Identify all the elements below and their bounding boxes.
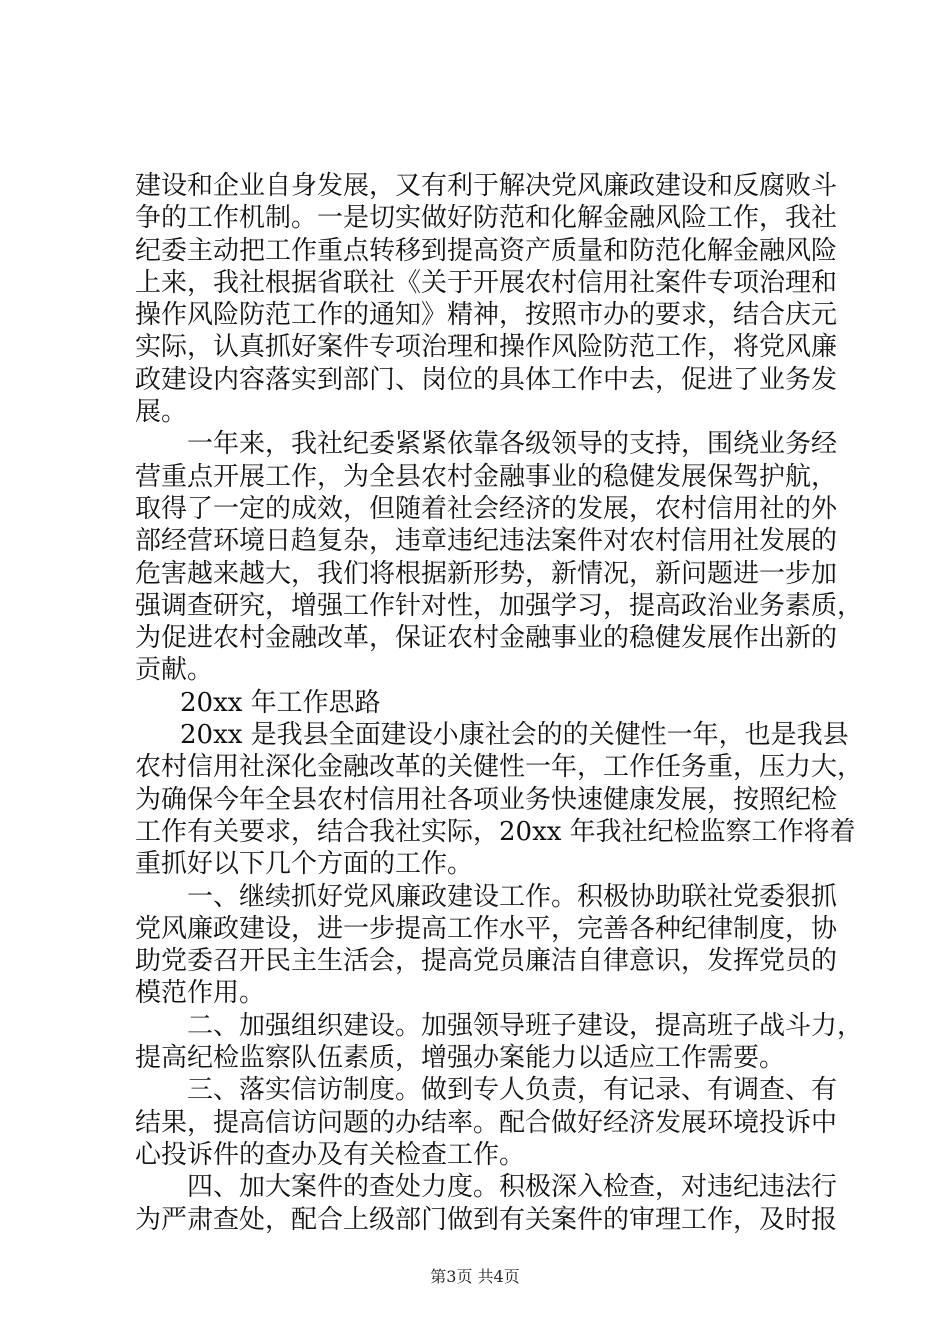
text-line: 20xx 是我县全面建设小康社会的的关健性一年，也是我县 [180, 720, 849, 751]
text-line: 二、加强组织建设。加强领导班子建设，提高班子战斗力， [187, 1010, 864, 1041]
text-line: 营重点开展工作，为全县农村金融事业的稳健发展保驾护航， [135, 461, 838, 492]
text-line: 党风廉政建设，进一步提高工作水平，完善各种纪律制度，协 [135, 913, 838, 944]
text-line: 结果，提高信访问题的办结率。配合做好经济发展环境投诉中 [135, 1107, 838, 1138]
text-line: 为严肃查处，配合上级部门做到有关案件的审理工作，及时报 [135, 1204, 838, 1235]
text-line: 建设和企业自身发展，又有利于解决党风廉政建设和反腐败斗 [135, 171, 838, 201]
text-line: 一、继续抓好党风廉政建设工作。积极协助联社党委狠抓 [187, 881, 838, 912]
text-line: 农村信用社深化金融改革的关健性一年，工作任务重，压力大， [135, 752, 864, 783]
text-line: 为确保今年全县农村信用社各项业务快速健康发展，按照纪检 [135, 784, 838, 815]
text-line: 三、落实信访制度。做到专人负责，有记录、有调查、有 [187, 1075, 838, 1106]
text-line: 强调查研究，增强工作针对性，加强学习，提高政治业务素质， [135, 590, 864, 621]
text-line: 上来，我社根据省联社《关于开展农村信用社案件专项治理和 [135, 267, 838, 298]
text-line: 提高纪检监察队伍素质，增强办案能力以适应工作需要。 [135, 1043, 786, 1074]
text-line: 一年来，我社纪委紧紧依靠各级领导的支持，围绕业务经 [187, 429, 838, 460]
page-number: 第3页 共4页 [430, 1267, 520, 1286]
text-line: 展。 [135, 397, 188, 428]
text-line: 争的工作机制。一是切实做好防范和化解金融风险工作，我社 [135, 203, 838, 234]
text-line: 取得了一定的成效，但随着社会经济的发展，农村信用社的外 [135, 493, 838, 524]
text-line: 模范作用。 [135, 978, 266, 1009]
text-line: 实际，认真抓好案件专项治理和操作风险防范工作，将党风廉 [135, 332, 838, 363]
text-line: 为促进农村金融改革，保证农村金融事业的稳健发展作出新的 [135, 623, 838, 654]
section-heading: 20xx 年工作思路 [180, 687, 381, 718]
text-line: 政建设内容落实到部门、岗位的具体工作中去，促进了业务发 [135, 364, 838, 395]
text-line: 纪委主动把工作重点转移到提高资产质量和防范化解金融风险 [135, 235, 838, 266]
text-line: 操作风险防范工作的通知》精神，按照市办的要求，结合庆元 [135, 300, 838, 331]
text-line: 四、加大案件的查处力度。积极深入检查，对违纪违法行 [187, 1172, 838, 1203]
text-line: 贡献。 [135, 655, 214, 686]
text-line: 助党委召开民主生活会，提高党员廉洁自律意识，发挥党员的 [135, 946, 838, 977]
text-line: 重抓好以下几个方面的工作。 [135, 849, 474, 880]
text-line: 工作有关要求，结合我社实际，20xx 年我社纪检监察工作将着 [135, 816, 856, 847]
text-line: 部经营环境日趋复杂，违章违纪违法案件对农村信用社发展的 [135, 526, 838, 557]
text-line: 心投诉件的查办及有关检查工作。 [135, 1139, 526, 1170]
text-line: 危害越来越大，我们将根据新形势，新情况，新问题进一步加 [135, 558, 838, 589]
document-body [135, 170, 864, 1236]
